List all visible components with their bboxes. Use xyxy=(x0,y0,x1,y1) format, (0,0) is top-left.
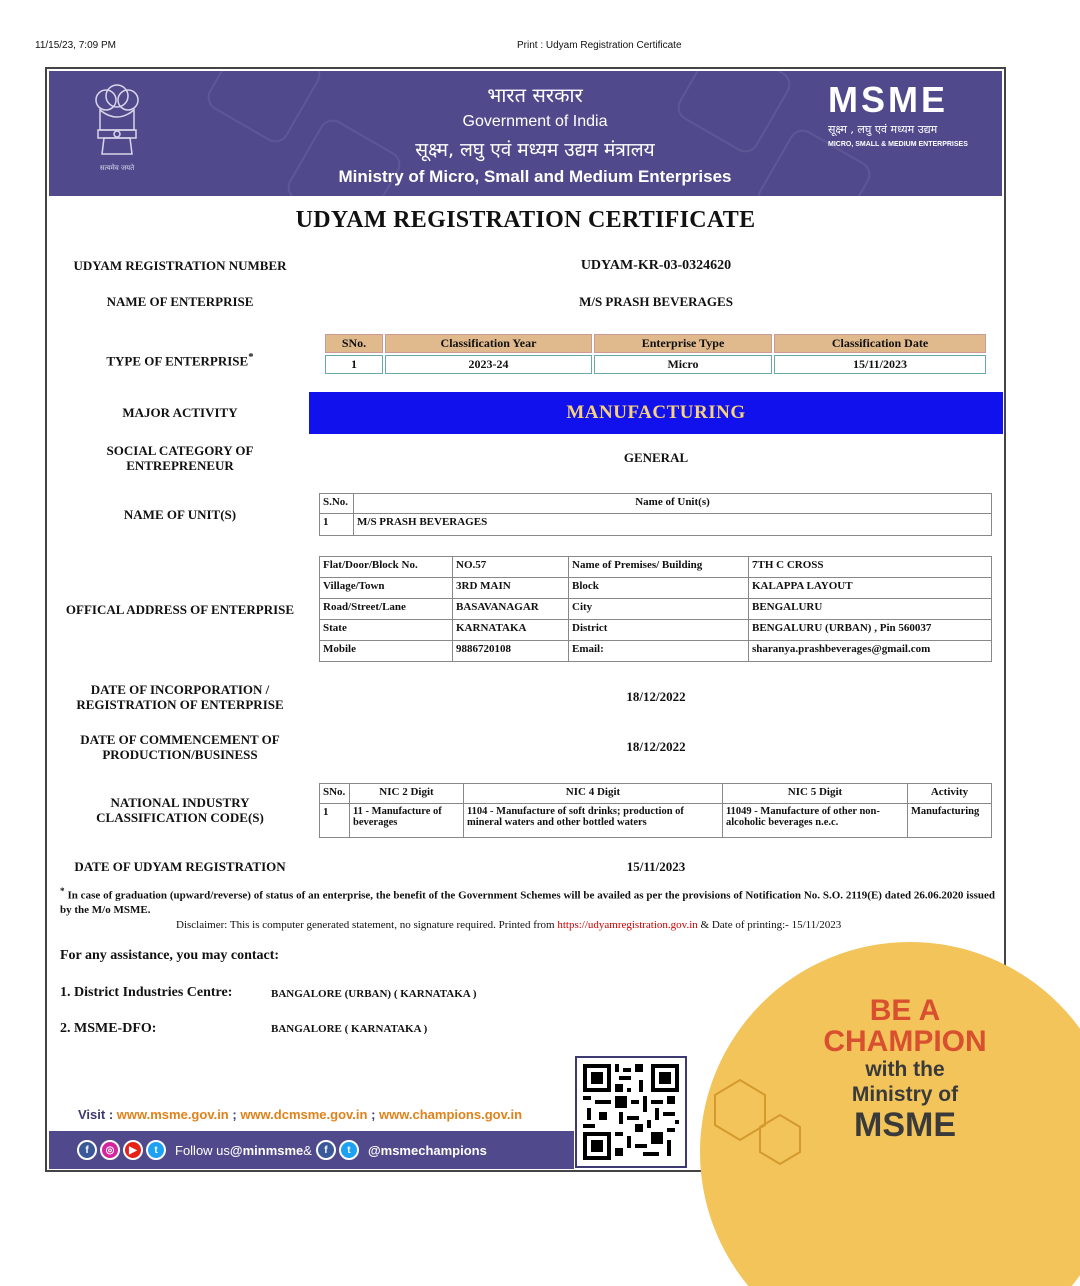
svg-text:सत्यमेव जयते: सत्यमेव जयते xyxy=(99,164,135,172)
msme-dfo-label: 2. MSME-DFO: xyxy=(60,1021,157,1036)
msme-dfo-value: BANGALORE ( KARNATAKA ) xyxy=(271,1023,428,1035)
reg-number-label: UDYAM REGISTRATION NUMBER xyxy=(73,258,287,273)
print-timestamp: 11/15/23, 7:09 PM xyxy=(35,40,116,51)
government-title: Government of India xyxy=(462,113,608,130)
udyam-date-label: DATE OF UDYAM REGISTRATION xyxy=(74,859,286,874)
ministry-title: Ministry of Micro, Small and Medium Enterprises xyxy=(338,167,732,186)
champions-site-link[interactable]: www.champions.gov.in xyxy=(379,1107,523,1122)
minmsme-handle: @minmsme xyxy=(229,1142,304,1158)
incorporation-date-value: 18/12/2022 xyxy=(626,689,686,704)
dic-label: 1. District Industries Centre: xyxy=(60,985,233,1000)
classification-table: SNo. Classification Year Enterprise Type Classification Date 1 2023-24 Micro 15/11/2023 xyxy=(323,332,988,376)
graduation-footnote: * In case of graduation (upward/reverse) of status of an enterprise, the benefit of the Government Schemes will be availed as per the provisions of Notification No. S.O. 2119(E) dated 26.06.2020 issued by the M/o MSME. xyxy=(60,886,996,916)
hindi-government-title: भारत सरकार xyxy=(487,83,583,107)
certificate-title: UDYAM REGISTRATION CERTIFICATE xyxy=(295,207,756,233)
major-activity-label: MAJOR ACTIVITY xyxy=(122,405,238,420)
incorporation-date-label: DATE OF INCORPORATION / REGISTRATION OF ENTERPRISE xyxy=(76,682,284,712)
udyam-registration-link[interactable]: https://udyamregistration.gov.in xyxy=(557,919,698,931)
msmechampions-handle: @msmechampions xyxy=(367,1142,487,1158)
hindi-ministry-title: सूक्ष्म, लघु एवं मध्यम उद्यम मंत्रालय xyxy=(415,139,655,161)
youtube-icon[interactable]: ▶ xyxy=(123,1140,143,1160)
msme-site-link[interactable]: www.msme.gov.in xyxy=(116,1107,229,1122)
instagram-icon[interactable]: ◎ xyxy=(100,1140,120,1160)
enterprise-name-label: NAME OF ENTERPRISE xyxy=(106,294,254,309)
print-page-title: Print : Udyam Registration Certificate xyxy=(517,40,682,51)
units-table: S.No. Name of Unit(s) 1 M/S PRASH BEVERAGES xyxy=(319,493,992,536)
nic-table: SNo. NIC 2 Digit NIC 4 Digit NIC 5 Digit Activity 1 11 - Manufacture of beverages 1104 - Manufacture of soft drinks; production of mineral waters and other bottled waters 11049 - Manufacture of other non-alcoholic beverages n.e.c. Manufacturing xyxy=(319,783,992,838)
visit-links: Visit : www.msme.gov.in ; www.dcmsme.gov.in ; www.champions.gov.in xyxy=(78,1107,523,1122)
national-emblem-icon xyxy=(86,84,148,176)
facebook-icon-2[interactable]: f xyxy=(316,1140,336,1160)
address-table: Flat/Door/Block No. NO.57 Name of Premises/ Building 7TH C CROSS Village/Town 3RD MAIN Block KALAPPA LAYOUT Road/Street/Lane BASAVANAGAR City BENGALURU State KARNATAKA District BENGALURU (URBAN) , Pin 560037 Mobile 9886720108 Email: sharanya.prashbeverages@gmail.com xyxy=(319,556,992,662)
unit-name-label: NAME OF UNIT(S) xyxy=(123,507,237,522)
social-category-value: GENERAL xyxy=(623,450,689,465)
champion-slogan: BE A CHAMPION with the Ministry of MSME xyxy=(823,994,987,1144)
reg-number-value: UDYAM-KR-03-0324620 xyxy=(580,258,732,273)
social-follow-bar: f ◎ ▶ t Follow us @minmsme & f t @msmechampions xyxy=(49,1131,574,1169)
msme-logo: MSME सूक्ष्म , लघु एवं मध्यम उद्यम MICRO, SMALL & MEDIUM ENTERPRISES xyxy=(828,79,968,148)
commencement-date-value: 18/12/2022 xyxy=(626,739,686,754)
udyam-date-value: 15/11/2023 xyxy=(626,859,686,874)
dcmsme-site-link[interactable]: www.dcmsme.gov.in xyxy=(240,1107,368,1122)
nic-code-label: NATIONAL INDUSTRY CLASSIFICATION CODE(S) xyxy=(96,795,264,825)
twitter-icon[interactable]: t xyxy=(146,1140,166,1160)
major-activity-value: MANUFACTURING xyxy=(309,392,1003,434)
disclaimer: Disclaimer: This is computer generated statement, no signature required. Printed from https://udyamregistration.gov.in & Date of printing:- 15/11/2023 xyxy=(176,919,842,931)
banner-title-block xyxy=(300,80,770,188)
contact-heading: For any assistance, you may contact: xyxy=(60,948,280,963)
enterprise-name-value: M/S PRASH BEVERAGES xyxy=(579,294,733,309)
commencement-date-label: DATE OF COMMENCEMENT OF PRODUCTION/BUSINESS xyxy=(80,732,280,762)
enterprise-type-label: TYPE OF ENTERPRISE* xyxy=(106,351,254,369)
address-label: OFFICAL ADDRESS OF ENTERPRISE xyxy=(65,602,295,617)
twitter-icon-2[interactable]: t xyxy=(339,1140,359,1160)
qr-code-icon xyxy=(575,1056,687,1168)
dic-value: BANGALORE (URBAN) ( KARNATAKA ) xyxy=(271,988,477,1000)
facebook-icon[interactable]: f xyxy=(77,1140,97,1160)
social-category-label: SOCIAL CATEGORY OF ENTREPRENEUR xyxy=(106,443,254,473)
